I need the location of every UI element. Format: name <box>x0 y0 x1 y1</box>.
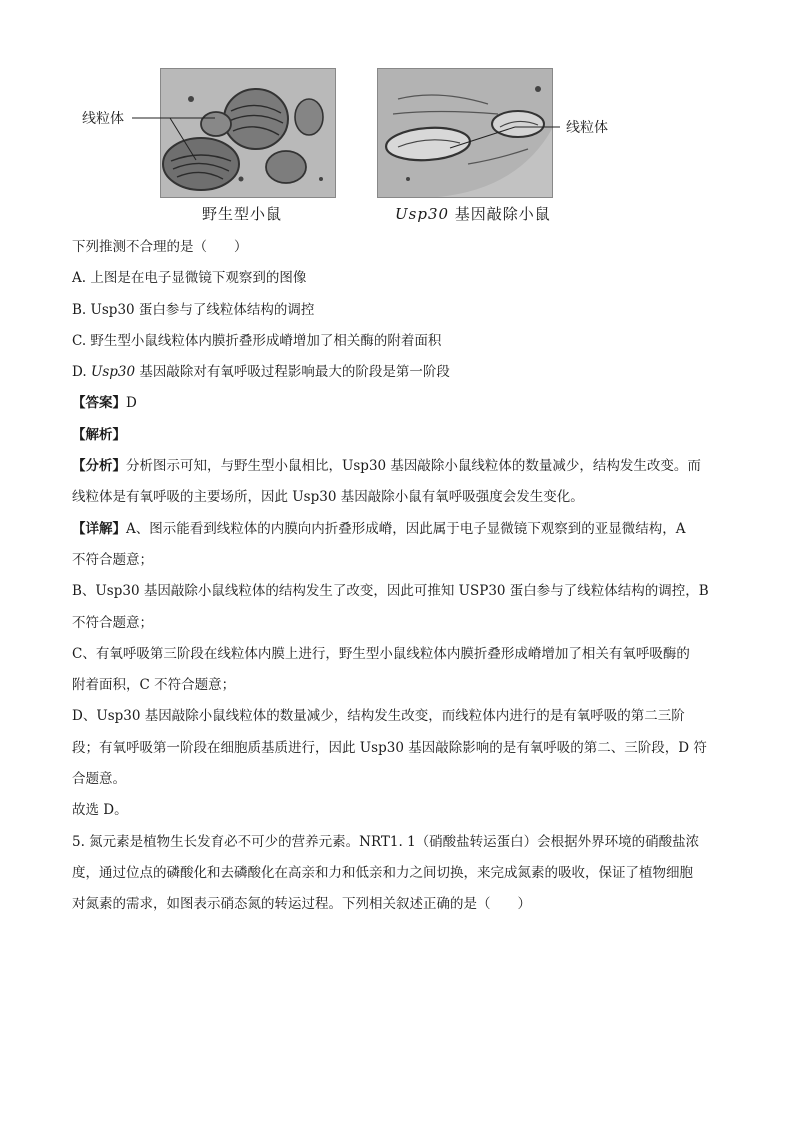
option-c: C. 野生型小鼠线粒体内膜折叠形成嵴增加了相关酶的附着面积 <box>72 332 442 349</box>
detail-c-cont: 附着面积，C 不符合题意； <box>72 677 236 694</box>
option-d: D. Usp30 基因敲除对有氧呼吸过程影响最大的阶段是第一阶段 <box>72 364 450 381</box>
callout-left: 线粒体 <box>82 111 124 127</box>
analysis-xiangjie: 【详解】A、图示能看到线粒体的内膜向内折叠形成嵴，因此属于电子显微镜下观察到的亚显微结构，A <box>72 520 686 537</box>
detail-b: B、Usp30 基因敲除小鼠线粒体的结构发生了改变，因此可推知 USP30 蛋白参与了线粒体结构的调控，B <box>72 583 709 600</box>
option-a: A. 上图是在电子显微镜下观察到的图像 <box>72 270 307 287</box>
detail-d-end: 合题意。 <box>72 771 126 788</box>
caption-knockout: Usp30 基因敲除小鼠 <box>395 205 551 223</box>
question-stem: 下列推测不合理的是（ ） <box>72 239 248 255</box>
caption-wild-type: 野生型小鼠 <box>202 205 283 223</box>
callout-right: 线粒体 <box>566 120 608 136</box>
micrograph-figure <box>0 0 794 230</box>
text-body <box>72 232 722 921</box>
detail-a-cont: 不符合题意； <box>72 551 153 568</box>
detail-b-cont: 不符合题意； <box>72 614 153 631</box>
analysis-fenxi-cont: 线粒体是有氧呼吸的主要场所，因此 Usp30 基因敲除小鼠有氧呼吸强度会发生变化。 <box>72 489 584 506</box>
question-5-line3: 对氮素的需求，如图表示硝态氮的转运过程。下列相关叙述正确的是（ ） <box>72 896 531 913</box>
question-5-line1: 5. 氮元素是植物生长发育必不可少的营养元素。NRT1. 1（硝酸盐转运蛋白）会根据外界环境的硝酸盐浓 <box>72 833 700 850</box>
answer: 【答案】D <box>72 395 137 412</box>
detail-c: C、有氧呼吸第三阶段在线粒体内膜上进行，野生型小鼠线粒体内膜折叠形成嵴增加了相关有氧呼吸酶的 <box>72 645 690 662</box>
option-b: B. Usp30 蛋白参与了线粒体结构的调控 <box>72 301 315 318</box>
analysis-fenxi: 【分析】分析图示可知，与野生型小鼠相比，Usp30 基因敲除小鼠线粒体的数量减少，结构发生改变。而 <box>72 458 701 475</box>
analysis-title: 【解析】 <box>72 426 126 443</box>
detail-d: D、Usp30 基因敲除小鼠线粒体的数量减少，结构发生改变，而线粒体内进行的是有氧呼吸的第二三阶 <box>72 708 685 725</box>
detail-d-cont: 段；有氧呼吸第一阶段在细胞质基质进行，因此 Usp30 基因敲除影响的是有氧呼吸的第二、三阶段，D 符 <box>72 739 707 756</box>
conclusion: 故选 D。 <box>72 802 128 819</box>
question-5-line2: 度，通过位点的磷酸化和去磷酸化在高亲和力和低亲和力之间切换，来完成氮素的吸收，保证了植物细胞 <box>72 864 693 881</box>
